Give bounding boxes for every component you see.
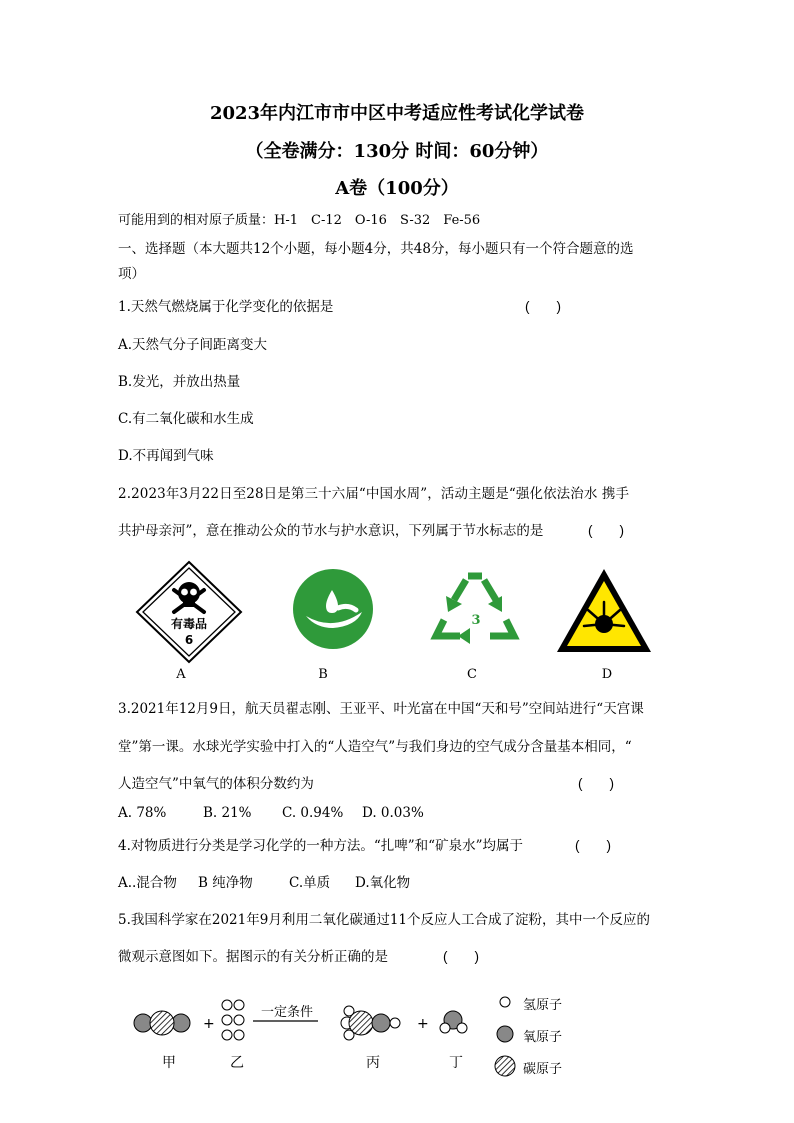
species-jia: 甲 [162, 1055, 176, 1071]
toxic-sign-icon [134, 560, 244, 665]
oxygen-atom-icon [497, 1026, 513, 1042]
q2-stem-line1: 2.2023年3月22日至28日是第三十六届“中国水周”，活动主题是“强化依法治水 携手 [118, 486, 630, 502]
q3-stem-line1: 3.2021年12月9日，航天员翟志刚、王亚平、叶光富在中国“天和号”空间站进行“天宫课 [118, 701, 644, 717]
hydrogen-molecules [222, 1000, 244, 1040]
q3-option-c: C. 0.94% [282, 805, 344, 821]
recycle-sign-icon [430, 570, 520, 650]
q3-option-b: B. 21% [203, 805, 252, 821]
q1-stem: 1.天然气燃烧属于化学变化的依据是 [118, 299, 334, 315]
q1-answer-blank: ( ) [525, 299, 561, 314]
q1-option-a: A.天然气分子间距离变大 [118, 337, 268, 353]
q3-answer-blank: ( ) [578, 776, 614, 791]
q3-option-d: D. 0.03% [362, 805, 424, 821]
q4-stem: 4.对物质进行分类是学习化学的一种方法。“扎啤”和“矿泉水”均属于 [118, 838, 523, 854]
explosive-warning-sign-icon [554, 566, 654, 656]
legend-oxygen: 氧原子 [523, 1030, 563, 1045]
species-yi: 乙 [230, 1055, 244, 1071]
section-heading: A卷（100分） [335, 178, 459, 199]
q4-option-b: B 纯净物 [198, 875, 253, 891]
plus-sign-1: + [203, 1016, 215, 1032]
methanol-molecule [341, 1006, 400, 1040]
q4-option-a: A..混合物 [118, 875, 177, 891]
q1-option-d: D.不再闻到气味 [118, 448, 214, 464]
part-heading-line1: 一、选择题（本大题共12个小题，每小题4分，共48分，每小题只有一个符合题意的选 [118, 241, 634, 257]
q2-label-c: C [467, 667, 477, 682]
legend-hydrogen: 氢原子 [523, 998, 563, 1013]
q2-label-b: B [318, 667, 328, 682]
q2-answer-blank: ( ) [588, 523, 624, 538]
reaction-condition: 一定条件 [260, 1005, 314, 1020]
plus-sign-2: + [417, 1016, 429, 1032]
q5-stem-line1: 5.我国科学家在2021年9月利用二氧化碳通过11个反应人工合成了淀粉，其中一个反应的 [118, 912, 651, 928]
q1-option-b: B.发光，并放出热量 [118, 374, 241, 390]
q2-stem-line2: 共护母亲河”，意在推动公众的节水与护水意识，下列属于节水标志的是 [118, 523, 544, 539]
atom-legend-icons [490, 990, 520, 1080]
q3-stem-line2: 堂”第一课。水球光学实验中打入的“人造空气”与我们身边的空气成分含量基本相同，“ [118, 739, 632, 755]
q4-answer-blank: ( ) [575, 838, 611, 853]
q3-option-a: A. 78% [118, 805, 167, 821]
q4-option-d: D.氧化物 [355, 875, 411, 891]
part-heading-line2: 项） [118, 266, 145, 282]
co2-molecule [134, 1011, 190, 1035]
q1-option-c: C.有二氧化碳和水生成 [118, 411, 254, 427]
exam-title: 2023年内江市市中区中考适应性考试化学试卷 [209, 103, 585, 124]
carbon-atom-icon [495, 1056, 515, 1076]
q2-label-d: D [601, 667, 613, 682]
legend-carbon: 碳原子 [523, 1062, 563, 1077]
species-bing: 丙 [366, 1055, 380, 1071]
q3-stem-line3: 人造空气”中氧气的体积分数约为 [118, 776, 314, 792]
exam-subtitle: （全卷满分：130分 时间：60分钟） [245, 141, 549, 162]
hydrogen-atom-icon [500, 997, 510, 1007]
recycle-sign-number: 3 [471, 613, 481, 628]
water-saving-sign-icon [292, 568, 374, 650]
toxic-sign-number: 6 [184, 633, 194, 647]
toxic-sign-text: 有毒品 [170, 617, 208, 631]
q5-stem-line2: 微观示意图如下。据图示的有关分析正确的是 [118, 949, 388, 965]
atomic-masses: 可能用到的相对原子质量：H-1 C-12 O-16 S-32 Fe-56 [118, 213, 481, 228]
q5-answer-blank: ( ) [443, 949, 479, 964]
species-ding: 丁 [449, 1055, 463, 1071]
q4-option-c: C.单质 [289, 875, 331, 891]
q2-label-a: A [176, 667, 186, 682]
water-molecule [440, 1011, 467, 1033]
